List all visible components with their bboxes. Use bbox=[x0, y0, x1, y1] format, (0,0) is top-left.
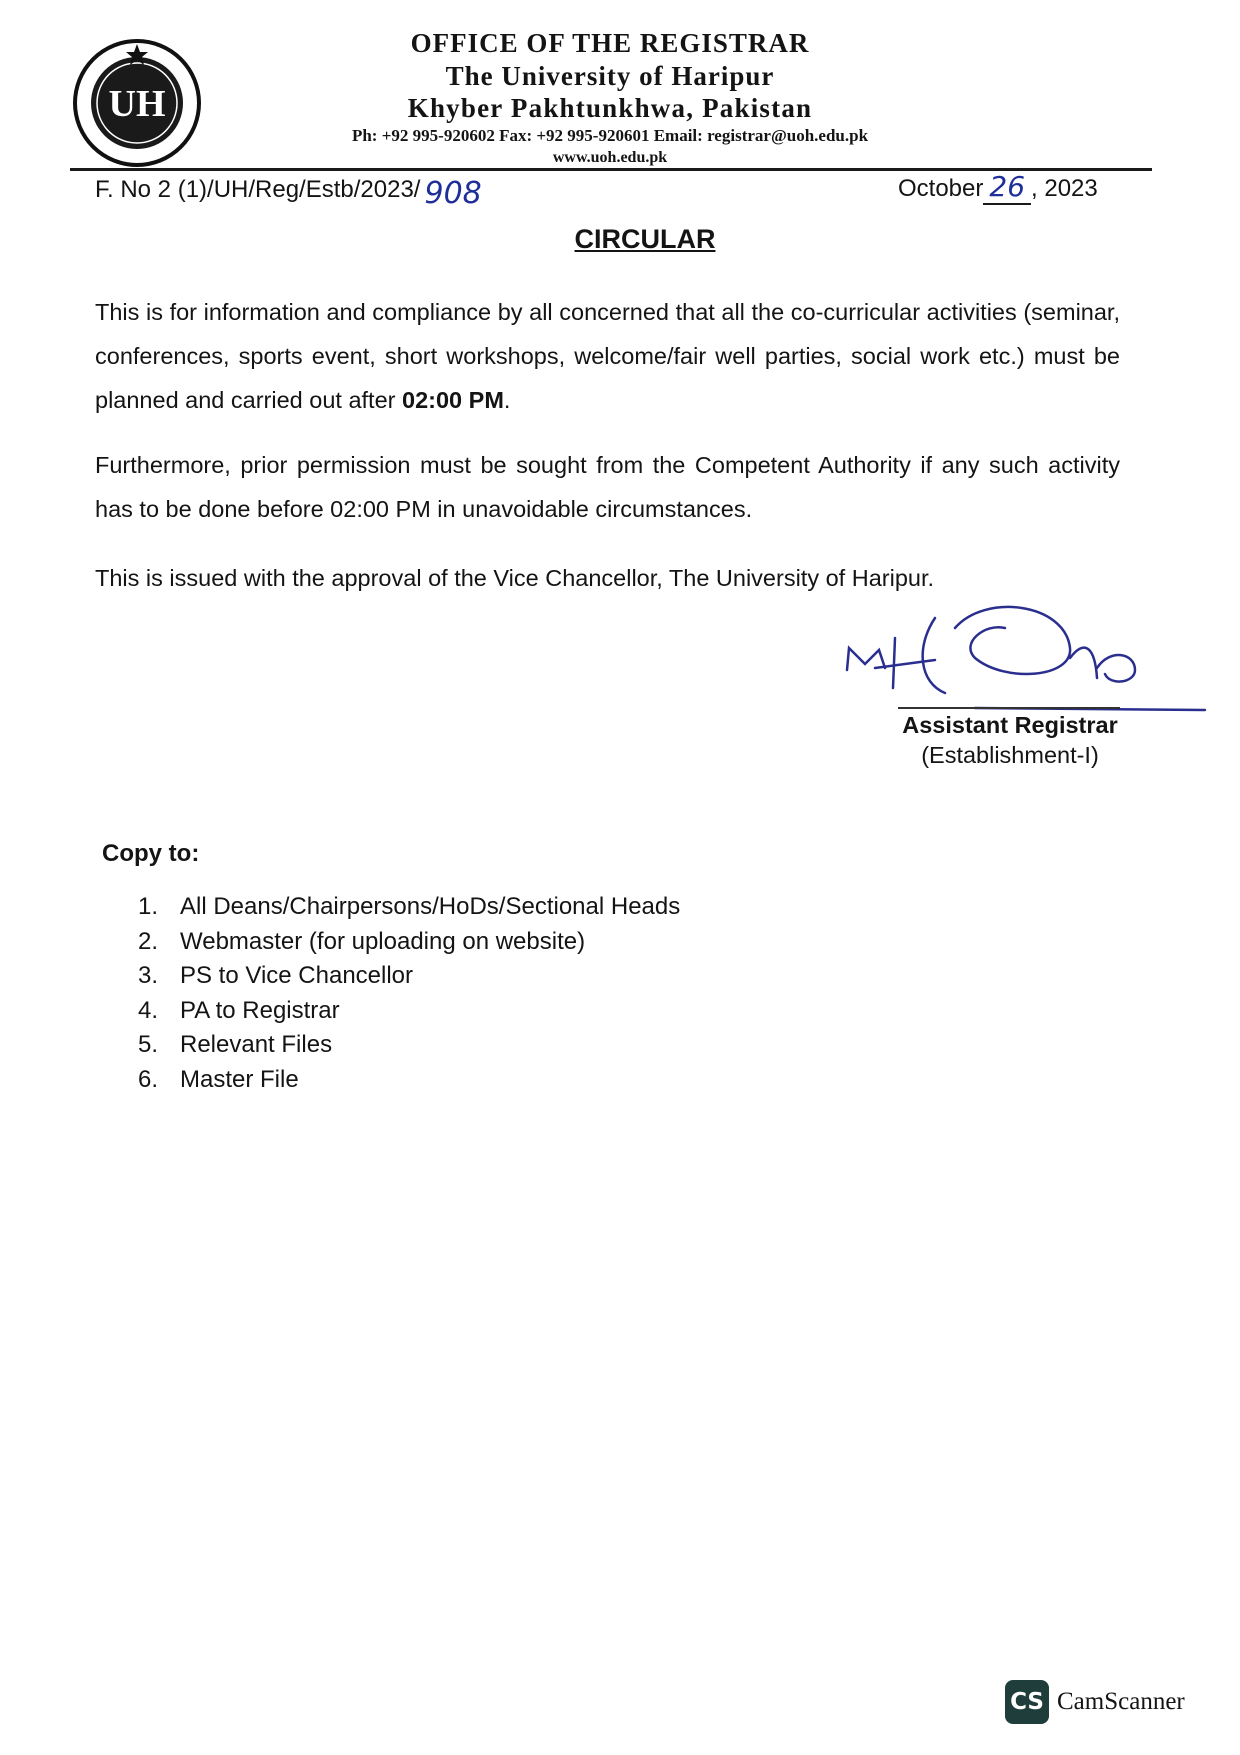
list-item-text: Webmaster (for uploading on website) bbox=[180, 927, 586, 955]
letterhead bbox=[0, 0, 1240, 170]
paragraph-3: This is issued with the approval of the Vice Chancellor, The University of Haripur. bbox=[95, 565, 935, 591]
file-number-text: F. No 2 (1)/UH/Reg/Estb/2023/ bbox=[95, 176, 421, 203]
list-item-number: 5. bbox=[138, 1031, 159, 1059]
list-item bbox=[138, 959, 680, 994]
list-item-number: 2. bbox=[138, 927, 159, 955]
copy-to-heading: Copy to: bbox=[102, 840, 200, 867]
list-item-text: Master File bbox=[180, 1065, 299, 1093]
paragraph-1 bbox=[95, 290, 1120, 422]
signature-line bbox=[898, 707, 1120, 709]
file-number bbox=[95, 170, 482, 211]
signatory-subtitle: (Establishment-I) bbox=[921, 742, 1099, 768]
camscanner-icon: CS bbox=[1005, 1680, 1049, 1724]
list-item bbox=[138, 925, 680, 960]
office-title: OFFICE OF THE REGISTRAR bbox=[410, 28, 810, 58]
list-item-number: 4. bbox=[138, 996, 159, 1024]
date-month: October bbox=[898, 175, 984, 202]
file-number-handwritten: 908 bbox=[424, 176, 482, 211]
paragraph-1-end: . bbox=[503, 387, 511, 413]
camscanner-label: CamScanner bbox=[1057, 1688, 1185, 1715]
paragraph-1-text: This is for information and compliance by all concerned that all the co-curricular activities (seminar, conferences, sports event, short workshops, welcome/fair well parties, social work etc.) must be planned and carried out after bbox=[95, 299, 1120, 413]
document-title: CIRCULAR bbox=[574, 224, 716, 254]
paragraph-1-time: 02:00 PM bbox=[402, 387, 504, 413]
handwritten-signature bbox=[835, 598, 1215, 718]
copy-to-list bbox=[138, 890, 680, 1098]
list-item bbox=[138, 1063, 680, 1098]
logo-monogram: UH bbox=[108, 83, 166, 125]
signatory-title: Assistant Registrar bbox=[902, 712, 1118, 738]
list-item bbox=[138, 1028, 680, 1063]
list-item-text: All Deans/Chairpersons/HoDs/Sectional Heads bbox=[180, 893, 681, 920]
list-item-number: 3. bbox=[138, 962, 159, 990]
contact-line: Ph: +92 995-920602 Fax: +92 995-920601 Email: registrar@uoh.edu.pk bbox=[351, 126, 869, 145]
list-item-text: PS to Vice Chancellor bbox=[180, 962, 414, 990]
letterhead-text bbox=[260, 26, 960, 168]
list-item-number: 6. bbox=[138, 1065, 159, 1093]
list-item-number: 1. bbox=[138, 893, 159, 920]
list-item-text: PA to Registrar bbox=[180, 996, 340, 1024]
list-item bbox=[138, 890, 680, 925]
paragraph-2: Furthermore, prior permission must be sought from the Competent Authority if any such activity has to be done before 02:00 PM in unavoidable circumstances. bbox=[95, 452, 1120, 522]
list-item bbox=[138, 994, 680, 1029]
university-name: The University of Haripur bbox=[445, 61, 775, 91]
university-logo bbox=[72, 38, 202, 168]
website-line: www.uoh.edu.pk bbox=[552, 149, 668, 166]
province-country: Khyber Pakhtunkhwa, Pakistan bbox=[407, 93, 813, 123]
date-day-handwritten: 26 bbox=[983, 170, 1031, 205]
list-item-text: Relevant Files bbox=[180, 1031, 333, 1059]
date-year: , 2023 bbox=[1031, 175, 1098, 202]
letter-date bbox=[898, 170, 1098, 205]
